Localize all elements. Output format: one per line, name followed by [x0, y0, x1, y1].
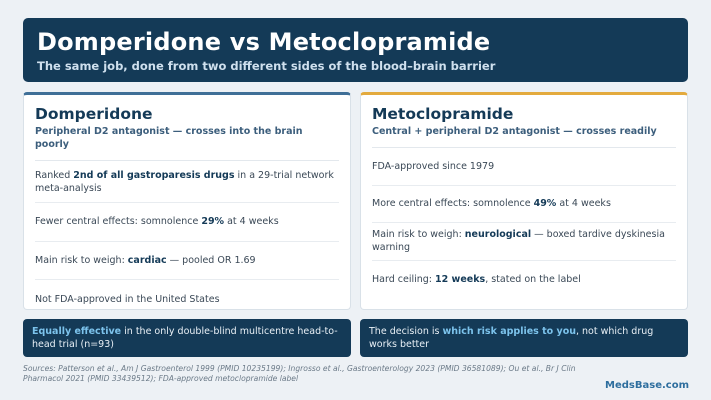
sources-footnote: Sources: Patterson et al., Am J Gastroenterol 1999 (PMID 10235199); Ingrosso et al., Gastroenterology 2023 (PMID 36581089); Ou et al., Br J Clin Pharmacol 2021 (PMID 33439512); FDA-approved metoclopramide label	[23, 364, 576, 383]
fact-row	[35, 161, 339, 203]
card-subtitle-domperidone: Peripheral D2 antagonist — crosses into the brain poorly	[35, 125, 339, 161]
card-title-metoclopramide: Metoclopramide	[372, 105, 514, 123]
fact-text: in a 29-trial network meta-analysis	[35, 169, 334, 194]
fact-text: — pooled OR 1.69	[166, 254, 256, 266]
fact-text: — boxed tardive dyskinesia warning	[372, 229, 665, 254]
fact-text: at 4 weeks	[556, 198, 611, 210]
fact-row	[372, 223, 676, 261]
callout-text: The decision is	[369, 326, 443, 337]
card-title-domperidone: Domperidone	[35, 105, 153, 123]
fact-emphasis: 12 weeks	[435, 273, 486, 285]
metoclopramide-card	[360, 92, 688, 310]
fact-emphasis: neurological	[464, 229, 532, 241]
fact-emphasis: 29%	[201, 216, 225, 228]
callout-text: in the only double-blind multicentre head-to-head trial (n=93)	[32, 326, 338, 350]
efficacy-callout	[23, 319, 351, 357]
card-subtitle-metoclopramide: Central + peripheral D2 antagonist — crosses readily	[372, 125, 676, 148]
brand-logo: MedsBase.com	[605, 380, 689, 391]
fact-emphasis: 2nd of all gastroparesis drugs	[73, 169, 235, 181]
fact-text: Main risk to weigh:	[35, 254, 128, 266]
fact-text: , stated on the label	[485, 273, 581, 285]
fact-row	[372, 261, 676, 299]
page-subtitle: The same job, done from two different sides of the blood–brain barrier	[37, 59, 496, 73]
fact-text: More central effects: somnolence	[372, 198, 534, 210]
fact-row	[372, 148, 676, 186]
fact-emphasis: cardiac	[127, 254, 167, 266]
fact-text: FDA-approved since 1979	[372, 160, 495, 172]
fact-emphasis: 49%	[533, 198, 557, 210]
page-title: Domperidone vs Metoclopramide	[37, 28, 491, 56]
callout-highlight: Equally effective	[32, 326, 122, 337]
decision-callout	[360, 319, 688, 357]
fact-text: Fewer central effects: somnolence	[35, 216, 202, 228]
fact-text: at 4 weeks	[224, 216, 279, 228]
header-banner	[23, 18, 688, 82]
callout-highlight: which risk applies to you	[442, 326, 576, 337]
fact-row	[35, 242, 339, 281]
callout-text: , not which drug works better	[369, 326, 654, 350]
fact-row	[372, 186, 676, 224]
fact-text: Hard ceiling:	[372, 273, 436, 285]
fact-row	[35, 280, 339, 319]
fact-row	[35, 203, 339, 242]
domperidone-card	[23, 92, 351, 310]
fact-text: Not FDA-approved in the United States	[35, 293, 220, 305]
fact-text: Main risk to weigh:	[372, 229, 465, 241]
fact-text: Ranked	[35, 169, 74, 181]
